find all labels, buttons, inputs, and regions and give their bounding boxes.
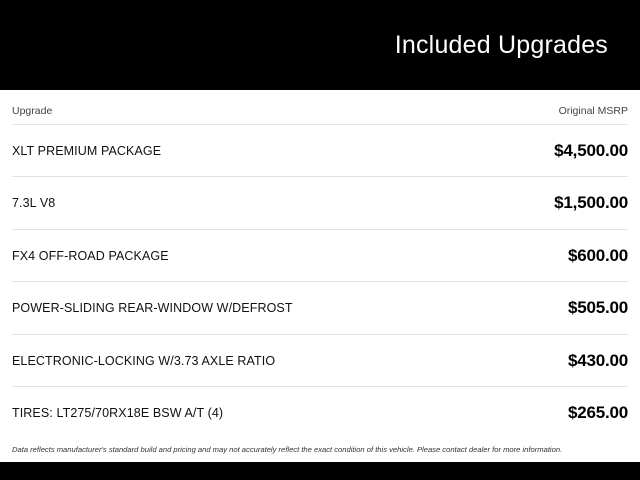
- upgrade-price: $265.00: [567, 403, 628, 423]
- upgrade-price: $600.00: [567, 245, 628, 265]
- page-title: Included Upgrades: [394, 30, 608, 59]
- upgrade-name: ELECTRONIC-LOCKING W/3.73 AXLE RATIO: [12, 353, 276, 368]
- page-header: [0, 0, 640, 90]
- disclaimer-text: Data reflects manufacturer's standard build and pricing and may not accurately reflect the exact condition of this vehicle. Please contact dealer for more information.: [12, 444, 563, 454]
- table-header-row: [12, 90, 628, 124]
- table-row: [12, 124, 628, 176]
- upgrade-price: $505.00: [567, 298, 628, 318]
- footer-bar: [0, 462, 640, 480]
- upgrade-name: FX4 OFF-ROAD PACKAGE: [12, 248, 169, 263]
- table-row: [12, 176, 628, 228]
- upgrade-price: $4,500.00: [554, 140, 628, 160]
- upgrade-name: XLT PREMIUM PACKAGE: [12, 143, 162, 158]
- upgrade-price: $430.00: [567, 350, 628, 370]
- table-row: [12, 281, 628, 333]
- table-row: [12, 334, 628, 386]
- upgrades-list: [12, 124, 628, 439]
- upgrade-price: $1,500.00: [554, 193, 628, 213]
- table-row: [12, 229, 628, 281]
- table-row: [12, 386, 628, 438]
- upgrade-name: POWER-SLIDING REAR-WINDOW W/DEFROST: [12, 301, 293, 316]
- upgrade-name: 7.3L V8: [12, 196, 56, 211]
- upgrades-sheet: [0, 90, 640, 462]
- column-header-msrp: Original MSRP: [558, 105, 628, 117]
- upgrade-name: TIRES: LT275/70RX18E BSW A/T (4): [12, 406, 224, 421]
- column-header-upgrade: Upgrade: [12, 105, 53, 117]
